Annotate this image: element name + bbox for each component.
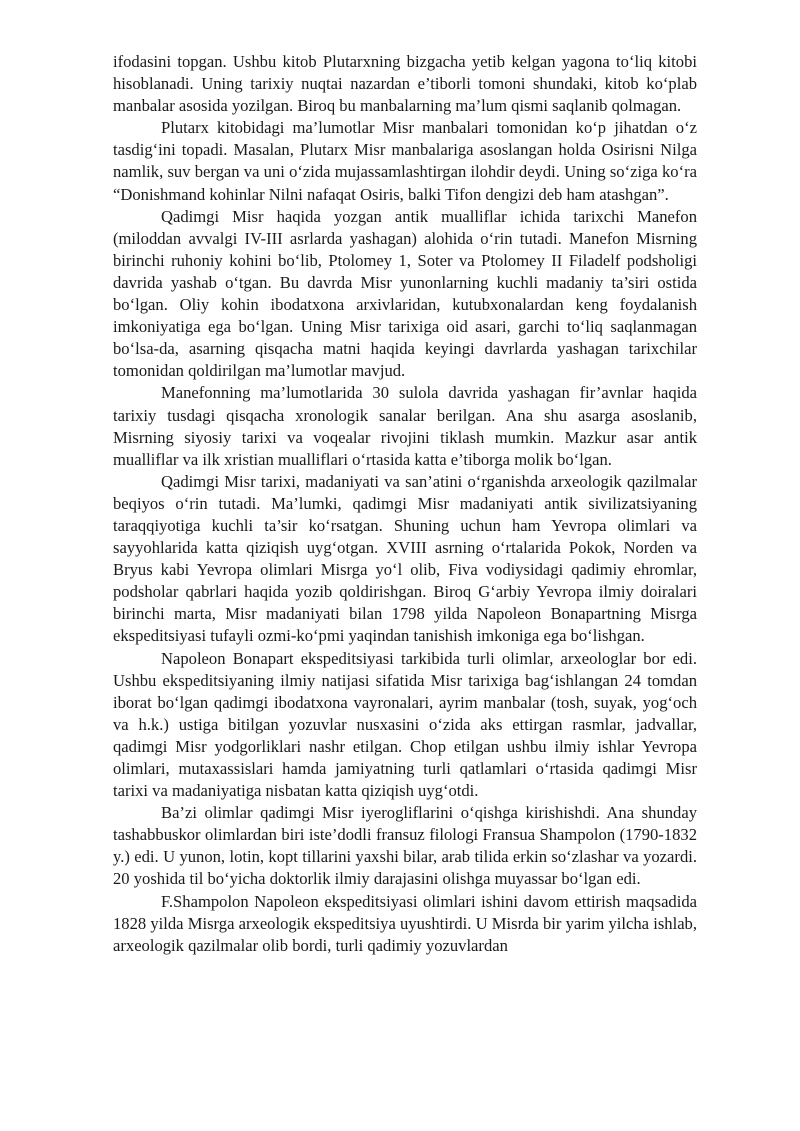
paragraph-5: Qadimgi Misr tarixi, madaniyati va san’atini o‘rganishda arxeologik qazilmalar beqiyos o‘rin tutadi. Ma’lumki, qadimgi Misr madaniyati antik sivilizatsiyaning taraqqiyotiga kuchli ta’sir ko‘rsatgan. Shuning uchun ham Yevropa olimlari va sayyohlarida katta qiziqish uyg‘otgan. XVIII asrning o‘rtalarida Pokok, Norden va Bryus kabi Yevropa olimlari Misrga yo‘l olib, Fiva vodiysidagi qadimiy ehromlar, podsholar qabrlari haqida yozib qoldirishgan. Biroq G‘arbiy Yevropa ilmiy doiralari birinchi marta, Misr madaniyati bilan 1798 yilda Napoleon Bonapartning Misrga ekspeditsiyasi tufayli ozmi-ko‘pmi yaqindan tanishish imkoniga ega bo‘lishgan.: [113, 471, 697, 646]
paragraph-2: Plutarx kitobidagi ma’lumotlar Misr manbalari tomonidan ko‘p jihatdan o‘z tasdig‘ini topadi. Masalan, Plutarx Misr manbalariga asoslangan holda Osirisni Nilga namlik, suv bergan va uni o‘zida mujassamlashtirgan ilohdir deydi. Uning so‘ziga ko‘ra “Donishmand kohinlar Nilni nafaqat Osiris, balki Tifon dengizi deb ham atashgan”.: [113, 118, 697, 204]
paragraph-3: Qadimgi Misr haqida yozgan antik mualliflar ichida tarixchi Manefon (miloddan avvalgi IV-III asrlarda yashagan) alohida o‘rin tutadi. Manefon Misrning birinchi ruhoniy kohini bo‘lib, Ptolomey 1, Soter va Ptolomey II Filadelf podsholigi davrida yashab o‘tgan. Bu davrda Misr yunonlarning kuchli madaniy ta’siri ostida bo‘lgan. Oliy kohin ibodatxona arxivlaridan, kutubxonalardan keng foydalanish imkoniyatiga ega bo‘lgan. Uning Misr tarixiga oid asari, garchi to‘liq saqlanmagan bo‘lsa-da, asarning qisqacha matni haqida keyingi davrlarda yashagan tarixchilar tomonidan qoldirilgan ma’lumotlar mavjud.: [113, 206, 697, 381]
paragraph-6: Napoleon Bonapart ekspeditsiyasi tarkibida turli olimlar, arxeologlar bor edi. Ushbu ekspeditsiyaning ilmiy natijasi sifatida Misr tarixiga bag‘ishlangan 24 tomdan iborat bo‘lgan qadimgi ibodatxona vayronalari, ayrim manbalar (tosh, suyak, yog‘och va h.k.) ustiga bitilgan yozuvlar nusxasini o‘zida aks ettirgan rasmlar, jadvallar, qadimgi Misr yodgorliklari nashr etilgan. Chop etilgan ushbu ilmiy ishlar Yevropa olimlari, mutaxassislari hamda jamiyatning turli qatlamlari o‘rtasida qadimgi Misr tarixi va madaniyatiga nisbatan katta qiziqish uyg‘otdi.: [113, 648, 697, 801]
paragraph-1: ifodasini topgan. Ushbu kitob Plutarxning bizgacha yetib kelgan yagona to‘liq kitobi hisoblanadi. Uning tarixiy nuqtai nazardan e’tiborli tomoni shundaki, kitob ko‘plab manbalar asosida yozilgan. Biroq bu manbalarning ma’lum qismi saqlanib qolmagan.: [113, 52, 697, 116]
paragraph-7: Ba’zi olimlar qadimgi Misr iyerogliflarini o‘qishga kirishishdi. Ana shunday tashabbuskor olimlardan biri iste’dodli fransuz filologi Fransua Shampolon (1790-1832 y.) edi. U yunon, lotin, kopt tillarini yaxshi bilar, arab tilida erkin so‘zlashar va yozardi. 20 yoshida til bo‘yicha doktorlik ilmiy darajasini olishga muyassar bo‘lgan edi.: [113, 803, 697, 889]
paragraph-8: F.Shampolon Napoleon ekspeditsiyasi olimlari ishini davom ettirish maqsadida 1828 yilda Misrga arxeologik ekspeditsiya uyushtirdi. U Misrda bir yarim yilcha ishlab, arxeologik qazilmalar olib bordi, turli qadimiy yozuvlardan: [113, 891, 697, 955]
document-page: [113, 51, 697, 957]
paragraph-4: Manefonning ma’lumotlarida 30 sulola davrida yashagan fir’avnlar haqida tarixiy tusdagi qisqacha xronologik sanalar berilgan. Ana shu asarga asoslanib, Misrning siyosiy tarixi va voqealar rivojini tiklash mumkin. Mazkur asar antik mualliflar va ilk xristian mualliflari o‘rtasida katta e’tiborga molik bo‘lgan.: [113, 383, 697, 469]
